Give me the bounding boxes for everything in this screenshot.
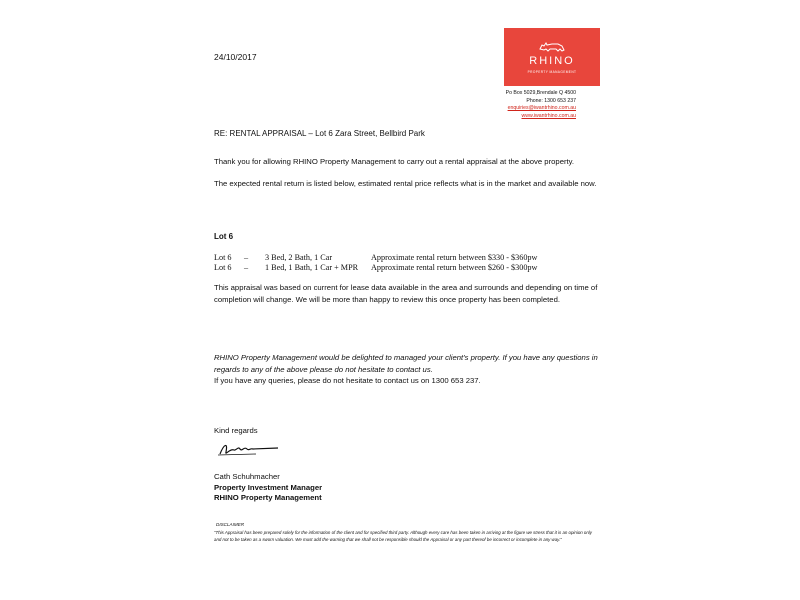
closing: Kind regards xyxy=(214,426,258,435)
logo-brand: RHINO xyxy=(529,55,575,67)
contact-paragraph xyxy=(214,352,600,387)
contact-email-link[interactable]: enquiries@iwantrhino.com.au xyxy=(507,105,576,112)
expected-return-paragraph: The expected rental return is listed below, estimated rental price reflects what is in the market and available now. xyxy=(214,179,597,188)
company-logo xyxy=(504,28,600,86)
lot-rental: Approximate rental return between $330 - $360pw xyxy=(371,253,538,262)
lot-heading: Lot 6 xyxy=(214,232,234,241)
lot-rental: Approximate rental return between $260 - $300pw xyxy=(371,263,538,272)
signature xyxy=(216,440,282,460)
queries-text: If you have any queries, please do not hesitate to contact us on 1300 653 237. xyxy=(214,376,481,386)
contact-phone: Phone: 1300 653 237 xyxy=(526,97,576,104)
signatory-name: Cath Schuhmacher xyxy=(214,472,280,481)
lot-label: Lot 6 xyxy=(214,253,232,262)
contact-address: Po Box 5029,Brendale Q 4500 xyxy=(505,90,576,96)
lot-dash: – xyxy=(244,263,249,272)
disclaimer-text: "This Appraisal has been prepared solely for the information of the client and for specified third party. Although every care has been taken in arriving at the figure we stress that it is an opinion only and not to be taken as a sworn valuation. We must add the warning that we shall not be responsible should the Appraisal or any part thereof be incorrect or incomplete in any way." xyxy=(214,530,592,542)
signatory-title: Property Investment Manager xyxy=(214,483,323,492)
lot-dash: – xyxy=(244,253,249,262)
lot-config: 3 Bed, 2 Bath, 1 Car xyxy=(265,253,333,262)
lot-config: 1 Bed, 1 Bath, 1 Car + MPR xyxy=(265,263,359,272)
rhino-icon xyxy=(538,40,566,54)
signatory-company: RHINO Property Management xyxy=(214,493,322,502)
disclaimer-heading: DISCLAIMER xyxy=(216,522,245,527)
delighted-text: RHINO Property Management would be delighted to managed your client's property. If you have any questions in regards to any of the above please do not hesitate to contact us. xyxy=(214,353,598,374)
re-line: RE: RENTAL APPRAISAL – Lot 6 Zara Street, Bellbird Park xyxy=(214,129,425,138)
contact-block xyxy=(470,90,576,120)
letter-date: 24/10/2017 xyxy=(214,52,257,62)
logo-tagline: PROPERTY MANAGEMENT xyxy=(527,70,577,74)
intro-paragraph: Thank you for allowing RHINO Property Management to carry out a rental appraisal at the above property. xyxy=(214,157,575,166)
lot-label: Lot 6 xyxy=(214,263,232,272)
contact-website-link[interactable]: www.iwantrhino.com.au xyxy=(521,112,576,119)
appraisal-basis-paragraph: This appraisal was based on current for lease data available in the area and surrounds and depending on time of completion will change. We will be more than happy to review this once property has been completed. xyxy=(214,283,598,304)
